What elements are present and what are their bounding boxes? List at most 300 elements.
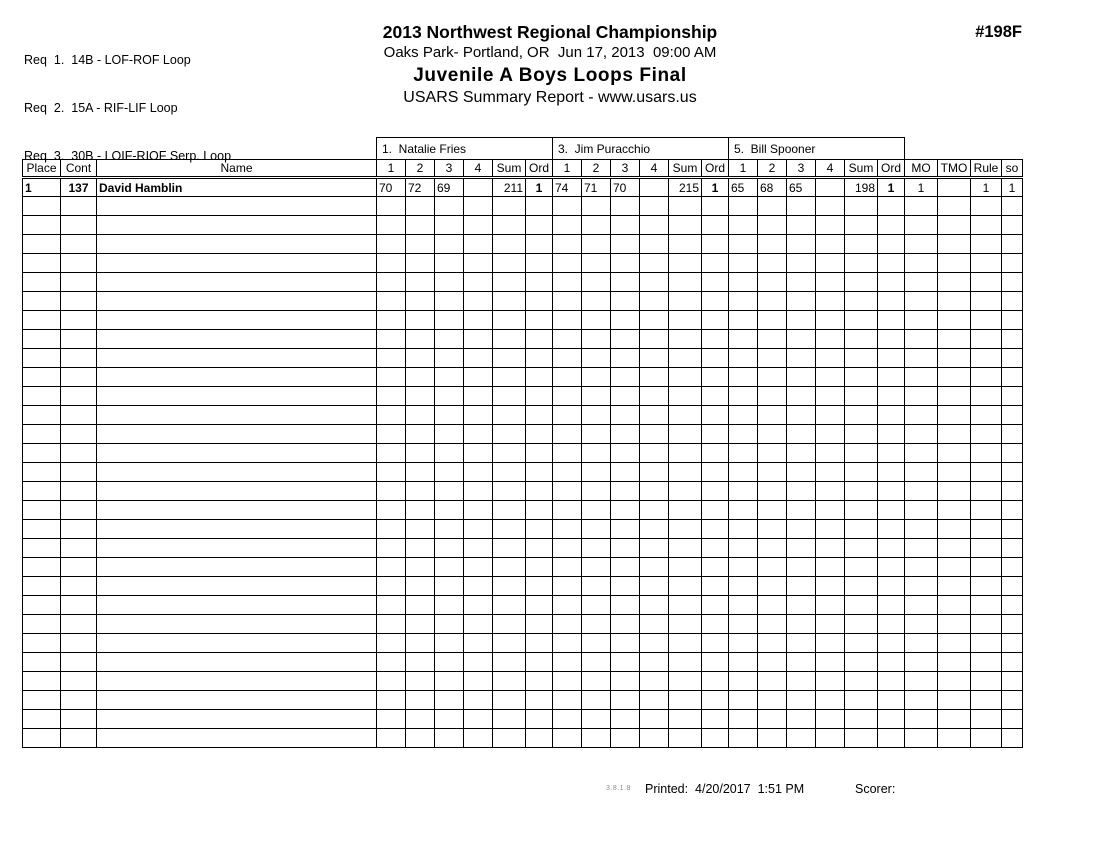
- empty-cell: [905, 501, 938, 520]
- empty-cell: [611, 634, 640, 653]
- empty-cell: [787, 501, 816, 520]
- empty-cell: [1002, 653, 1023, 672]
- empty-cell: [640, 311, 669, 330]
- cell-j2-score-4: [640, 178, 669, 197]
- col-header-tmo: TMO: [938, 160, 971, 178]
- empty-cell: [1002, 425, 1023, 444]
- empty-cell: [729, 539, 758, 558]
- empty-cell: [1002, 387, 1023, 406]
- empty-cell: [406, 311, 435, 330]
- empty-cell: [526, 311, 553, 330]
- empty-cell: [61, 406, 97, 425]
- empty-cell: [493, 311, 526, 330]
- empty-cell: [787, 615, 816, 634]
- empty-cell: [526, 691, 553, 710]
- empty-cell: [971, 330, 1002, 349]
- empty-cell: [582, 729, 611, 748]
- empty-cell: [464, 634, 493, 653]
- empty-cell: [23, 349, 61, 368]
- empty-cell: [582, 691, 611, 710]
- cell-j2-score-1: 74: [553, 178, 582, 197]
- scorer-label: Scorer:: [855, 782, 896, 796]
- empty-cell: [464, 311, 493, 330]
- empty-cell: [61, 216, 97, 235]
- empty-cell: [971, 387, 1002, 406]
- empty-cell: [971, 368, 1002, 387]
- cell-j3-ord: 1: [878, 178, 905, 197]
- empty-cell: [971, 311, 1002, 330]
- empty-cell: [553, 311, 582, 330]
- empty-cell: [493, 672, 526, 691]
- cell-j1-score-2: 72: [406, 178, 435, 197]
- empty-cell: [526, 197, 553, 216]
- empty-cell: [816, 425, 845, 444]
- empty-cell: [406, 273, 435, 292]
- empty-cell: [377, 596, 406, 615]
- empty-cell: [61, 482, 97, 501]
- empty-cell: [669, 634, 702, 653]
- cell-j2-score-3: 70: [611, 178, 640, 197]
- empty-cell: [553, 539, 582, 558]
- empty-cell: [406, 634, 435, 653]
- empty-cell: [938, 425, 971, 444]
- empty-cell: [787, 520, 816, 539]
- empty-cell: [816, 501, 845, 520]
- empty-cell: [435, 311, 464, 330]
- empty-cell: [1002, 197, 1023, 216]
- empty-cell: [493, 577, 526, 596]
- empty-cell: [787, 653, 816, 672]
- empty-cell: [464, 349, 493, 368]
- empty-cell: [938, 634, 971, 653]
- empty-cell: [61, 197, 97, 216]
- empty-cell: [526, 520, 553, 539]
- column-header-row: [23, 160, 1023, 178]
- empty-cell: [97, 330, 377, 349]
- empty-cell: [526, 425, 553, 444]
- empty-cell: [553, 615, 582, 634]
- empty-cell: [406, 235, 435, 254]
- empty-cell: [493, 482, 526, 501]
- empty-cell: [702, 216, 729, 235]
- empty-cell: [464, 368, 493, 387]
- empty-cell: [816, 387, 845, 406]
- empty-cell: [640, 273, 669, 292]
- empty-cell: [23, 539, 61, 558]
- empty-cell: [702, 729, 729, 748]
- empty-cell: [845, 197, 878, 216]
- empty-cell: [878, 463, 905, 482]
- empty-cell: [464, 425, 493, 444]
- empty-cell: [435, 577, 464, 596]
- col-header-j3-ord: Ord: [878, 160, 905, 178]
- empty-cell: [640, 425, 669, 444]
- empty-cell: [816, 330, 845, 349]
- empty-cell: [493, 197, 526, 216]
- empty-cell: [640, 653, 669, 672]
- empty-cell: [938, 254, 971, 273]
- empty-cell: [611, 672, 640, 691]
- empty-cell: [526, 539, 553, 558]
- empty-table-row: [23, 596, 1023, 615]
- empty-cell: [1002, 710, 1023, 729]
- empty-cell: [878, 311, 905, 330]
- empty-cell: [816, 406, 845, 425]
- empty-cell: [377, 349, 406, 368]
- empty-cell: [878, 653, 905, 672]
- empty-cell: [758, 197, 787, 216]
- empty-cell: [702, 615, 729, 634]
- empty-cell: [816, 273, 845, 292]
- empty-cell: [377, 311, 406, 330]
- empty-cell: [729, 501, 758, 520]
- empty-cell: [406, 520, 435, 539]
- empty-cell: [729, 463, 758, 482]
- empty-cell: [61, 596, 97, 615]
- empty-cell: [640, 558, 669, 577]
- empty-cell: [938, 710, 971, 729]
- empty-cell: [938, 235, 971, 254]
- empty-cell: [845, 406, 878, 425]
- empty-cell: [971, 520, 1002, 539]
- empty-cell: [905, 463, 938, 482]
- empty-cell: [493, 368, 526, 387]
- empty-cell: [669, 672, 702, 691]
- empty-cell: [669, 311, 702, 330]
- event-number: #198F: [975, 23, 1022, 41]
- empty-cell: [611, 539, 640, 558]
- empty-cell: [845, 482, 878, 501]
- empty-cell: [758, 672, 787, 691]
- empty-cell: [669, 710, 702, 729]
- col-header-j2-sum: Sum: [669, 160, 702, 178]
- empty-cell: [702, 235, 729, 254]
- empty-cell: [493, 729, 526, 748]
- empty-cell: [526, 729, 553, 748]
- empty-cell: [97, 254, 377, 273]
- empty-cell: [435, 539, 464, 558]
- empty-cell: [702, 672, 729, 691]
- empty-cell: [377, 444, 406, 463]
- empty-cell: [526, 368, 553, 387]
- empty-cell: [493, 292, 526, 311]
- empty-cell: [435, 691, 464, 710]
- empty-cell: [758, 615, 787, 634]
- empty-cell: [971, 273, 1002, 292]
- empty-cell: [787, 330, 816, 349]
- empty-cell: [435, 330, 464, 349]
- empty-cell: [61, 254, 97, 273]
- empty-cell: [1002, 406, 1023, 425]
- empty-cell: [971, 710, 1002, 729]
- empty-cell: [406, 615, 435, 634]
- empty-cell: [464, 406, 493, 425]
- empty-cell: [435, 216, 464, 235]
- empty-cell: [669, 615, 702, 634]
- empty-cell: [758, 425, 787, 444]
- empty-cell: [905, 615, 938, 634]
- empty-cell: [669, 235, 702, 254]
- cell-j3-score-2: 68: [758, 178, 787, 197]
- event-title: Juvenile A Boys Loops Final: [413, 64, 687, 86]
- empty-cell: [669, 691, 702, 710]
- empty-cell: [669, 292, 702, 311]
- empty-cell: [787, 311, 816, 330]
- empty-cell: [787, 691, 816, 710]
- col-header-name: Name: [97, 160, 377, 178]
- empty-table-row: [23, 273, 1023, 292]
- empty-cell: [406, 444, 435, 463]
- empty-cell: [640, 539, 669, 558]
- empty-cell: [435, 615, 464, 634]
- empty-cell: [61, 368, 97, 387]
- empty-cell: [702, 406, 729, 425]
- empty-cell: [729, 482, 758, 501]
- empty-cell: [787, 387, 816, 406]
- empty-table-row: [23, 577, 1023, 596]
- empty-cell: [1002, 672, 1023, 691]
- cell-j2-score-2: 71: [582, 178, 611, 197]
- empty-cell: [758, 729, 787, 748]
- empty-cell: [640, 387, 669, 406]
- empty-cell: [97, 463, 377, 482]
- empty-cell: [1002, 596, 1023, 615]
- empty-cell: [702, 482, 729, 501]
- empty-cell: [905, 216, 938, 235]
- empty-cell: [97, 197, 377, 216]
- col-header-j2-4: 4: [640, 160, 669, 178]
- empty-cell: [97, 710, 377, 729]
- empty-cell: [816, 349, 845, 368]
- empty-cell: [971, 482, 1002, 501]
- empty-cell: [905, 729, 938, 748]
- empty-cell: [493, 596, 526, 615]
- empty-cell: [464, 444, 493, 463]
- empty-cell: [758, 634, 787, 653]
- empty-cell: [611, 311, 640, 330]
- empty-cell: [702, 539, 729, 558]
- empty-cell: [1002, 463, 1023, 482]
- empty-cell: [377, 729, 406, 748]
- empty-cell: [816, 672, 845, 691]
- empty-cell: [582, 235, 611, 254]
- empty-cell: [729, 311, 758, 330]
- empty-table-row: [23, 729, 1023, 748]
- empty-cell: [669, 387, 702, 406]
- empty-cell: [611, 425, 640, 444]
- empty-cell: [61, 558, 97, 577]
- empty-cell: [669, 216, 702, 235]
- empty-cell: [435, 349, 464, 368]
- empty-cell: [702, 254, 729, 273]
- empty-cell: [97, 368, 377, 387]
- empty-cell: [729, 691, 758, 710]
- col-header-j1-4: 4: [464, 160, 493, 178]
- empty-cell: [406, 577, 435, 596]
- empty-cell: [758, 349, 787, 368]
- empty-cell: [464, 254, 493, 273]
- empty-cell: [582, 216, 611, 235]
- empty-cell: [787, 558, 816, 577]
- empty-cell: [377, 615, 406, 634]
- empty-cell: [493, 330, 526, 349]
- empty-cell: [493, 425, 526, 444]
- empty-cell: [553, 444, 582, 463]
- empty-cell: [971, 615, 1002, 634]
- empty-cell: [97, 292, 377, 311]
- empty-cell: [435, 501, 464, 520]
- empty-cell: [845, 349, 878, 368]
- empty-cell: [845, 672, 878, 691]
- empty-cell: [61, 634, 97, 653]
- cell-j3-score-4: [816, 178, 845, 197]
- empty-cell: [878, 330, 905, 349]
- empty-cell: [845, 615, 878, 634]
- empty-cell: [406, 368, 435, 387]
- empty-cell: [702, 349, 729, 368]
- empty-cell: [464, 539, 493, 558]
- empty-cell: [787, 349, 816, 368]
- empty-cell: [845, 368, 878, 387]
- empty-cell: [61, 292, 97, 311]
- empty-cell: [640, 691, 669, 710]
- cell-j1-ord: 1: [526, 178, 553, 197]
- empty-cell: [758, 691, 787, 710]
- empty-cell: [582, 577, 611, 596]
- empty-cell: [611, 710, 640, 729]
- empty-cell: [878, 482, 905, 501]
- cell-rule: 1: [971, 178, 1002, 197]
- empty-cell: [526, 634, 553, 653]
- empty-cell: [97, 216, 377, 235]
- empty-cell: [493, 691, 526, 710]
- empty-cell: [758, 254, 787, 273]
- empty-cell: [971, 558, 1002, 577]
- empty-cell: [553, 235, 582, 254]
- empty-cell: [971, 216, 1002, 235]
- empty-cell: [816, 577, 845, 596]
- empty-cell: [61, 311, 97, 330]
- empty-cell: [61, 501, 97, 520]
- empty-cell: [526, 463, 553, 482]
- empty-cell: [845, 634, 878, 653]
- empty-cell: [464, 672, 493, 691]
- empty-cell: [878, 558, 905, 577]
- empty-cell: [582, 254, 611, 273]
- empty-cell: [845, 330, 878, 349]
- empty-cell: [377, 539, 406, 558]
- empty-cell: [640, 254, 669, 273]
- empty-cell: [878, 520, 905, 539]
- empty-cell: [23, 463, 61, 482]
- empty-cell: [758, 596, 787, 615]
- empty-cell: [878, 710, 905, 729]
- empty-cell: [938, 520, 971, 539]
- empty-cell: [553, 653, 582, 672]
- empty-cell: [23, 577, 61, 596]
- empty-cell: [377, 558, 406, 577]
- empty-cell: [553, 197, 582, 216]
- empty-cell: [526, 330, 553, 349]
- empty-cell: [377, 273, 406, 292]
- empty-cell: [845, 691, 878, 710]
- empty-cell: [1002, 634, 1023, 653]
- empty-cell: [878, 197, 905, 216]
- empty-cell: [493, 406, 526, 425]
- empty-cell: [816, 311, 845, 330]
- empty-cell: [406, 501, 435, 520]
- empty-table-row: [23, 368, 1023, 387]
- empty-cell: [905, 691, 938, 710]
- empty-cell: [526, 235, 553, 254]
- empty-cell: [23, 425, 61, 444]
- empty-cell: [97, 235, 377, 254]
- empty-cell: [435, 558, 464, 577]
- empty-cell: [464, 653, 493, 672]
- empty-cell: [878, 691, 905, 710]
- empty-cell: [582, 349, 611, 368]
- empty-cell: [938, 615, 971, 634]
- empty-cell: [845, 254, 878, 273]
- col-header-j3-3: 3: [787, 160, 816, 178]
- empty-cell: [97, 615, 377, 634]
- empty-cell: [905, 539, 938, 558]
- empty-cell: [61, 425, 97, 444]
- col-header-j1-3: 3: [435, 160, 464, 178]
- empty-cell: [406, 729, 435, 748]
- empty-cell: [702, 444, 729, 463]
- empty-cell: [640, 368, 669, 387]
- empty-cell: [377, 672, 406, 691]
- empty-cell: [845, 444, 878, 463]
- empty-cell: [23, 729, 61, 748]
- empty-cell: [640, 197, 669, 216]
- empty-cell: [971, 292, 1002, 311]
- empty-cell: [905, 292, 938, 311]
- empty-cell: [905, 710, 938, 729]
- empty-cell: [406, 596, 435, 615]
- empty-cell: [971, 254, 1002, 273]
- empty-cell: [729, 520, 758, 539]
- empty-cell: [845, 311, 878, 330]
- empty-cell: [526, 501, 553, 520]
- empty-cell: [97, 349, 377, 368]
- col-header-j1-sum: Sum: [493, 160, 526, 178]
- empty-cell: [787, 463, 816, 482]
- empty-cell: [435, 406, 464, 425]
- judge-2-name: 3. Jim Puracchio: [553, 138, 729, 160]
- empty-cell: [787, 254, 816, 273]
- empty-cell: [640, 482, 669, 501]
- empty-cell: [377, 292, 406, 311]
- empty-cell: [1002, 729, 1023, 748]
- empty-cell: [787, 216, 816, 235]
- col-header-j3-sum: Sum: [845, 160, 878, 178]
- empty-cell: [758, 387, 787, 406]
- empty-cell: [464, 729, 493, 748]
- empty-cell: [758, 520, 787, 539]
- empty-cell: [729, 615, 758, 634]
- judge-1-name: 1. Natalie Fries: [377, 138, 553, 160]
- empty-cell: [464, 558, 493, 577]
- empty-cell: [61, 672, 97, 691]
- empty-cell: [582, 539, 611, 558]
- empty-cell: [971, 672, 1002, 691]
- empty-cell: [669, 577, 702, 596]
- cell-place: 1: [23, 178, 61, 197]
- empty-cell: [758, 653, 787, 672]
- empty-cell: [611, 653, 640, 672]
